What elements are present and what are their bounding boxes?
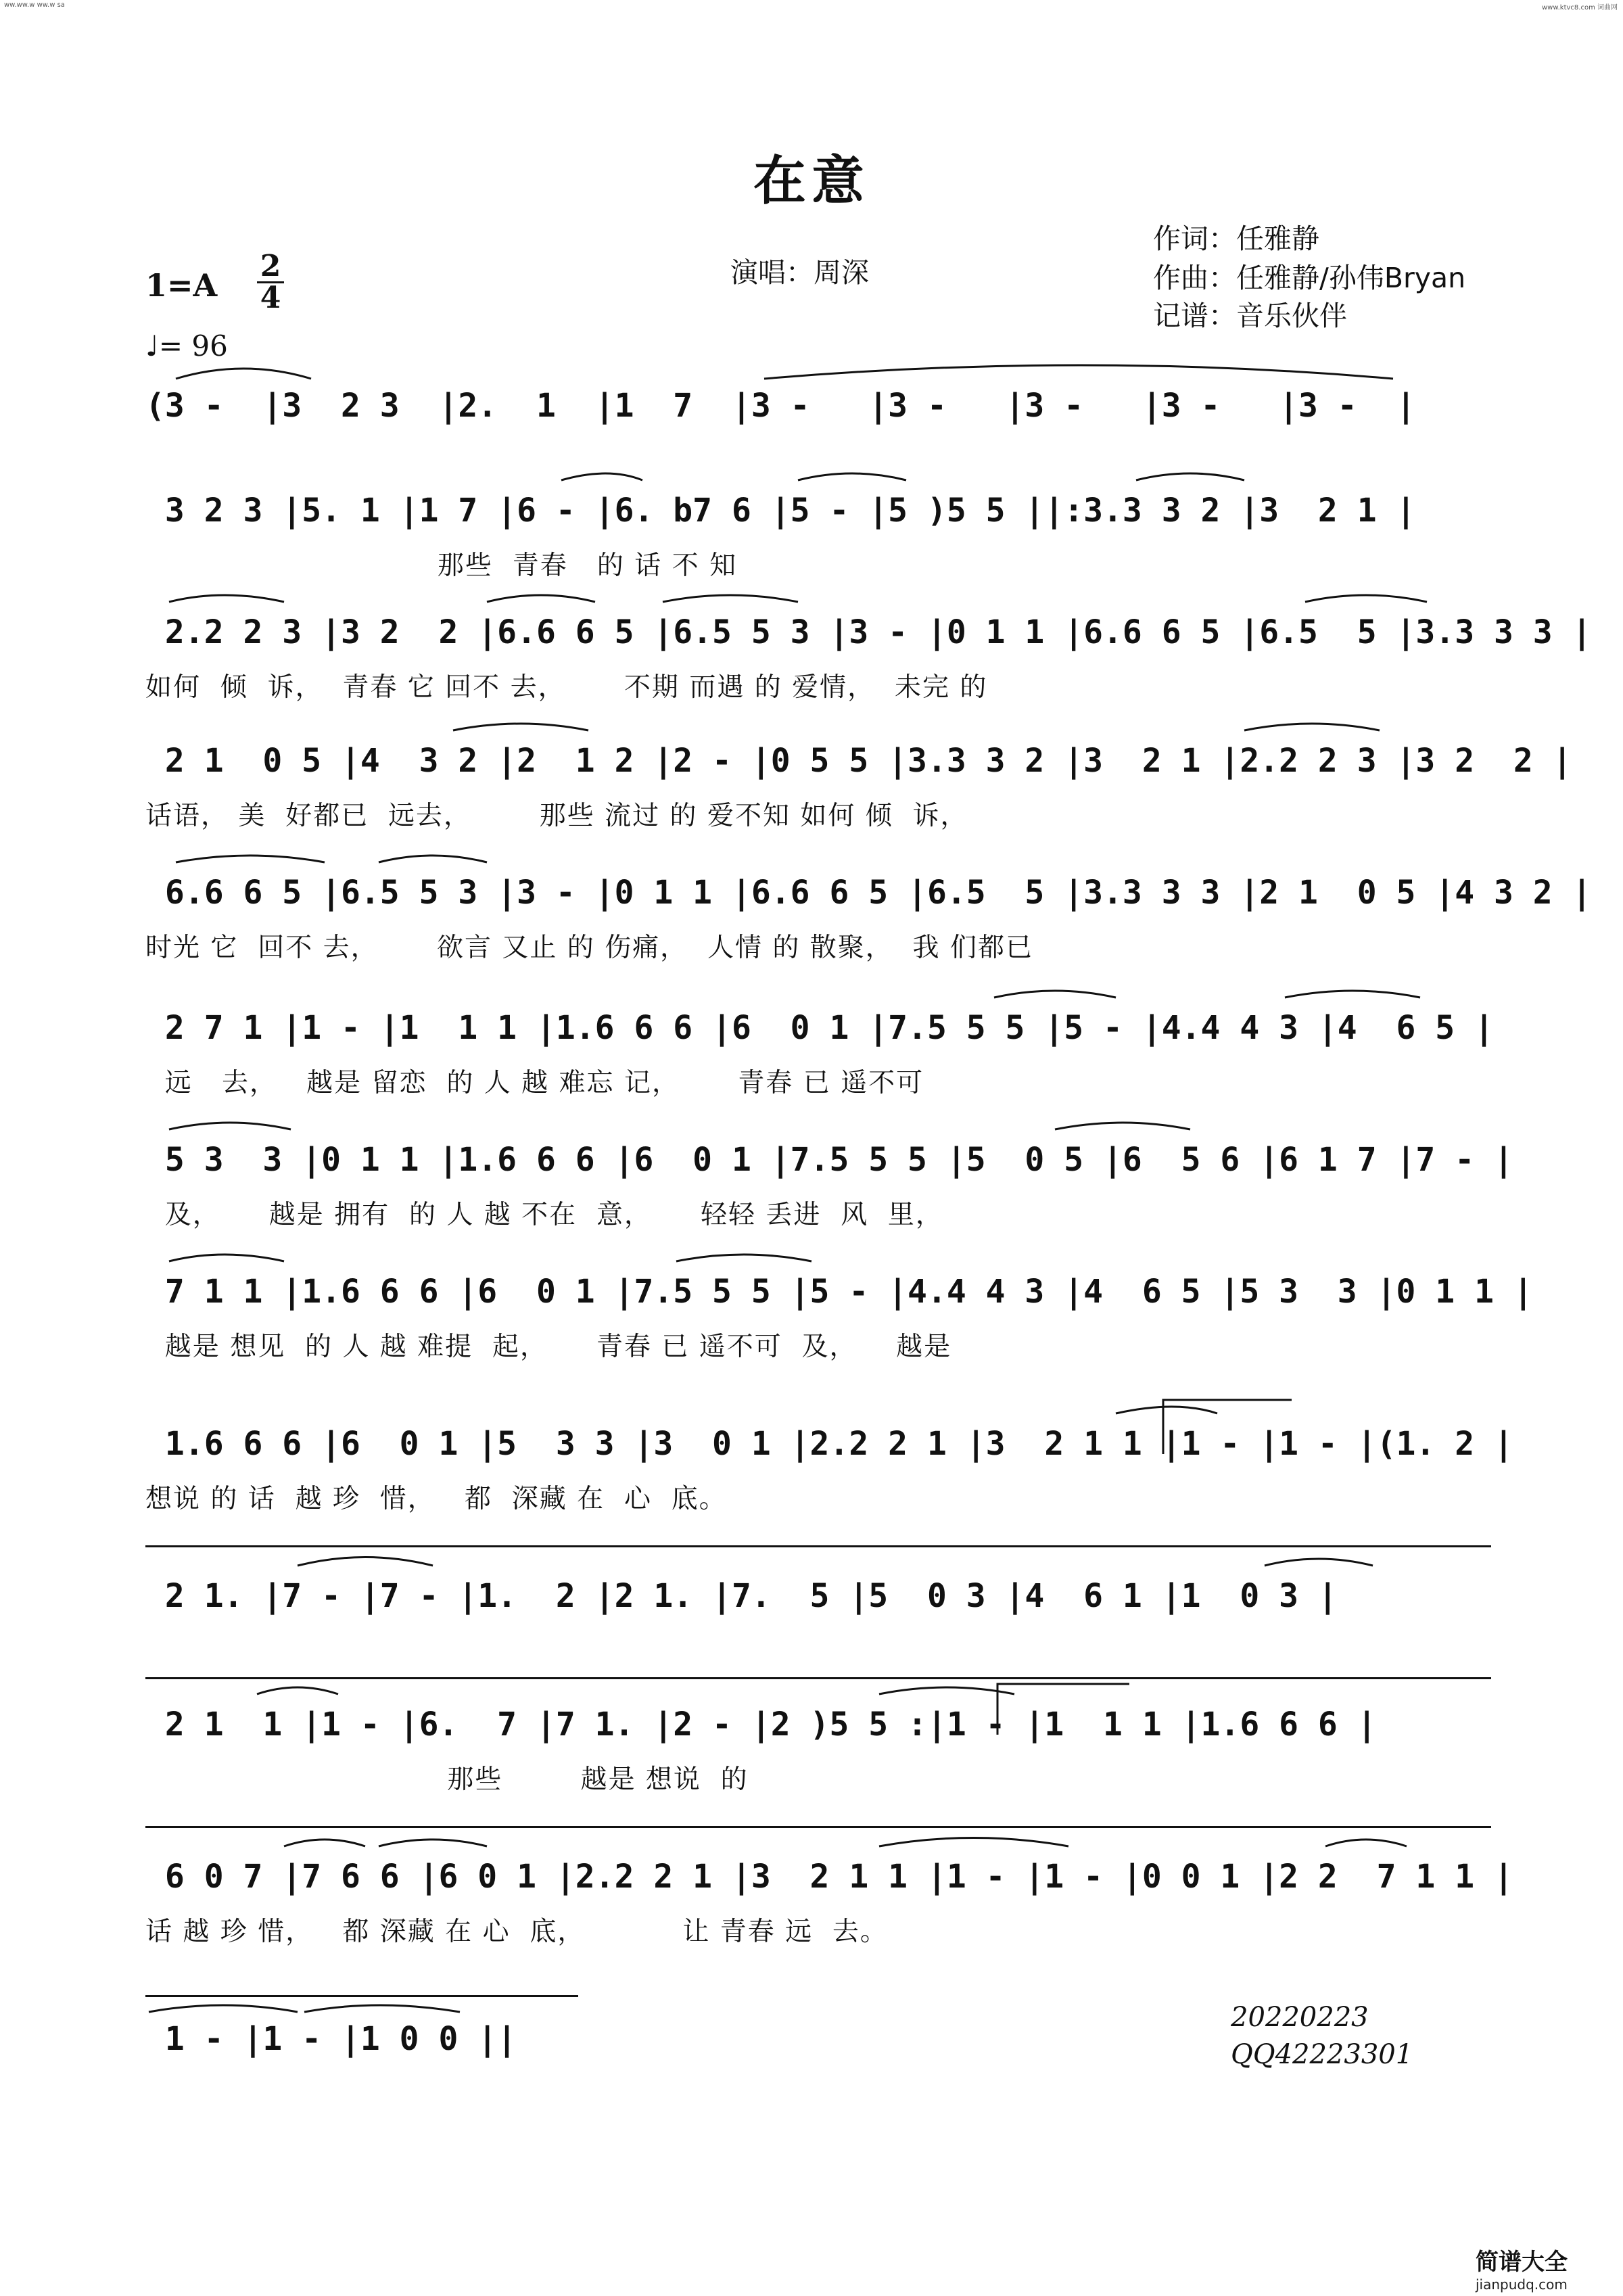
- volta-bracket-1: [1163, 1400, 1292, 1454]
- slur: [176, 856, 325, 862]
- slur: [1116, 1407, 1217, 1413]
- slur: [379, 856, 487, 862]
- line-lyrics: 话 越 珍 惜， 都 深藏 在 心 底， 让 青春 远 去。: [145, 1917, 888, 1947]
- header-right-text: www.ktvc8.com 词曲网: [1541, 4, 1618, 11]
- slur: [1055, 1123, 1190, 1129]
- slur: [169, 1123, 291, 1129]
- slur: [284, 1840, 365, 1846]
- slur: [1325, 1840, 1407, 1846]
- slur: [798, 473, 906, 480]
- lyricist: 作词：任雅静: [1153, 222, 1319, 255]
- slur: [1265, 1559, 1373, 1566]
- site-logo[interactable]: [1476, 2243, 1611, 2293]
- line-lyrics: 越是 想见 的 人 越 难提 起， 青春 已 遥不可 及， 越是: [145, 1332, 952, 1362]
- slur: [1305, 595, 1427, 602]
- slur: [379, 1840, 487, 1846]
- line-notes: 2.2 2 3 |3 2 2 |6.6 6 5 |6.5 5 3 |3 - |0 1 1 |6.6 6 5 |6.5 5 |3.3 3 3 |: [145, 613, 1592, 651]
- line-lyrics: 及， 越是 拥有 的 人 越 不在 意， 轻轻 丢进 风 里，: [145, 1200, 943, 1230]
- slur: [764, 365, 1393, 379]
- transcription-date: 20220223: [1231, 2002, 1369, 2033]
- line-lyrics: 话语， 美 好都已 远去， 那些 流过 的 爱不知 如何 倾 诉，: [145, 801, 968, 831]
- transcriber: 记谱：音乐伙伴: [1153, 300, 1347, 332]
- line-notes: 3 2 3 |5. 1 |1 7 |6 - |6. b7 6 |5 - |5 )5 5 ||:3.3 3 2 |3 2 1 |: [145, 492, 1416, 530]
- line-lyrics: 那些 越是 想说 的: [145, 1764, 749, 1795]
- slur: [663, 595, 798, 602]
- quarter-note-icon: ♩: [145, 329, 159, 362]
- singer: 演唱：周深: [730, 256, 869, 289]
- slur: [169, 595, 284, 602]
- time-denominator: 4: [260, 281, 281, 315]
- line-notes: 6.6 6 5 |6.5 5 3 |3 - |0 1 1 |6.6 6 5 |6.5 5 |3.3 3 3 |2 1 0 5 |4 3 2 |: [145, 874, 1592, 912]
- line-lyrics: 想说 的 话 越 珍 惜， 都 深藏 在 心 底。: [145, 1484, 727, 1514]
- slur: [676, 1255, 812, 1261]
- line-notes: (3 - |3 2 3 |2. 1 |1 7 |3 - |3 - |3 - |3 - |3 - |: [145, 387, 1416, 425]
- logo-name: 简谱大全: [1476, 2249, 1568, 2276]
- time-numerator: 2: [257, 252, 284, 283]
- key-signature: 1=A: [145, 267, 218, 304]
- line-notes: 5 3 3 |0 1 1 |1.6 6 6 |6 0 1 |7.5 5 5 |5 0 5 |6 5 6 |6 1 7 |7 - |: [145, 1141, 1513, 1179]
- slur: [453, 724, 588, 730]
- line-notes: 6 0 7 |7 6 6 |6 0 1 |2.2 2 1 |3 2 1 1 |1 - |1 - |0 0 1 |2 2 7 1 1 |: [145, 1858, 1513, 1896]
- composer: 作曲：任雅静/孙伟Bryan: [1153, 262, 1466, 294]
- slur: [257, 1687, 338, 1694]
- slur: [879, 1838, 1068, 1847]
- slur: [561, 473, 642, 480]
- slur: [298, 1557, 433, 1566]
- slur: [1285, 991, 1420, 998]
- slur: [176, 369, 311, 379]
- transcriber-qq: QQ42223301: [1231, 2039, 1413, 2070]
- line-notes: 2 7 1 |1 - |1 1 1 |1.6 6 6 |6 0 1 |7.5 5 5 |5 - |4.4 4 3 |4 6 5 |: [145, 1009, 1494, 1047]
- line-notes: 2 1. |7 - |7 - |1. 2 |2 1. |7. 5 |5 0 3 |4 6 1 |1 0 3 |: [145, 1577, 1338, 1615]
- slur: [1244, 724, 1380, 730]
- logo-site: jianpudq.com: [1476, 2276, 1568, 2293]
- line-lyrics: 那些 青春 的 话 不 知: [145, 550, 738, 581]
- slur: [149, 2005, 298, 2012]
- line-lyrics: 如何 倾 诉， 青春 它 回不 去， 不期 而遇 的 爱情， 未完 的: [145, 672, 988, 703]
- slur: [487, 595, 595, 602]
- line-notes: 1 - |1 - |1 0 0 ||: [145, 2020, 517, 2058]
- line-lyrics: 时光 它 回不 去， 欲言 又止 的 伤痛， 人情 的 散聚， 我 们都已: [145, 933, 1033, 963]
- line-notes: 1.6 6 6 |6 0 1 |5 3 3 |3 0 1 |2.2 2 1 |3 2 1 1 |1 - |1 - |(1. 2 |: [145, 1425, 1513, 1463]
- line-notes: 2 1 1 |1 - |6. 7 |7 1. |2 - |2 )5 5 :|1 - |1 1 1 |1.6 6 6 |: [145, 1706, 1377, 1743]
- tempo-value: = 96: [158, 329, 228, 362]
- song-title: 在意: [753, 150, 870, 212]
- line-notes: 2 1 0 5 |4 3 2 |2 1 2 |2 - |0 5 5 |3.3 3 2 |3 2 1 |2.2 2 3 |3 2 2 |: [145, 742, 1572, 780]
- slur: [994, 991, 1116, 998]
- header-left-text: ww.ww.w ww.w sa: [4, 1, 65, 9]
- volta-bracket-2: [997, 1684, 1129, 1735]
- slur: [1136, 473, 1244, 480]
- line-notes: 7 1 1 |1.6 6 6 |6 0 1 |7.5 5 5 |5 - |4.4 4 3 |4 6 5 |5 3 3 |0 1 1 |: [145, 1273, 1533, 1311]
- slur: [304, 2005, 460, 2012]
- slur: [169, 1255, 284, 1261]
- line-lyrics: 远 去， 越是 留恋 的 人 越 难忘 记， 青春 已 遥不可: [145, 1068, 924, 1098]
- slur: [879, 1687, 1014, 1694]
